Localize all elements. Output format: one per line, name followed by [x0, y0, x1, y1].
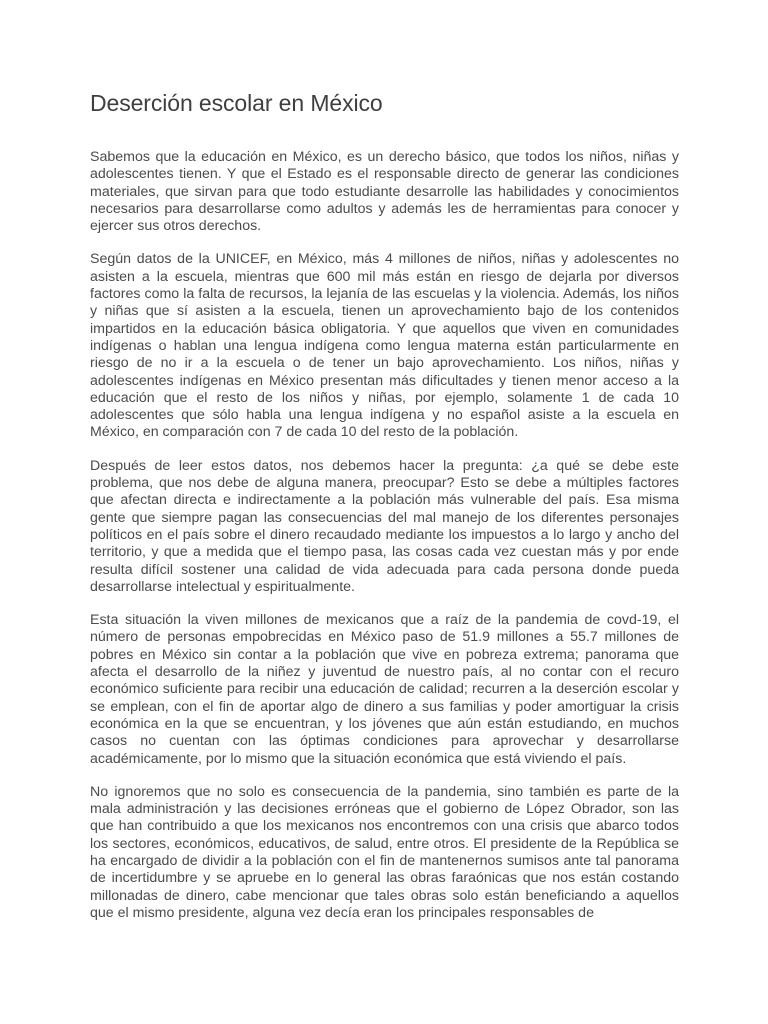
document-page: [90, 88, 679, 938]
paragraph-4: Esta situación la viven millones de mexicanos que a raíz de la pandemia de covd-19, el número de personas empobrecidas en México paso de 51.9 millones a 55.7 millones de pobres en México sin contar a la población que vive en pobreza extrema; panorama que afecta el desarrollo de la niñez y juventud de nuestro país, al no contar con el recuro económico suficiente para recibir una educación de calidad; recurren a la deserción escolar y se emplean, con el fin de aportar algo de dinero a sus familias y poder amortiguar la crisis económica en la que se encuentran, y los jóvenes que aún están estudiando, en muchos casos no cuentan con las óptimas condiciones para aprovechar y desarrollarse académicamente, por lo mismo que la situación económica que está viviendo el país.: [90, 612, 679, 767]
paragraph-2: Según datos de la UNICEF, en México, más 4 millones de niños, niñas y adolescentes no asisten a la escuela, mientras que 600 mil más están en riesgo de dejarla por diversos factores como la falta de recursos, la lejanía de las escuelas y la violencia. Además, los niños y niñas que sí asisten a la escuela, tienen un aprovechamiento bajo de los contenidos impartidos en la educación básica obligatoria. Y que aquellos que viven en comunidades indígenas o hablan una lengua indígena como lengua materna están particularmente en riesgo de no ir a la escuela o de tener un bajo aprovechamiento. Los niños, niñas y adolescentes indígenas en México presentan más dificultades y tienen menor acceso a la educación que el resto de los niños y niñas, por ejemplo, solamente 1 de cada 10 adolescentes que sólo habla una lengua indígena y no español asiste a la escuela en México, en comparación con 7 de cada 10 del resto de la población.: [90, 251, 679, 441]
document-title: Deserción escolar en México: [90, 90, 383, 116]
paragraph-1: Sabemos que la educación en México, es un derecho básico, que todos los niños, niñas y adolescentes tienen. Y que el Estado es el responsable directo de generar las condiciones materiales, que sirvan para que todo estudiante desarrolle las habilidades y conocimientos necesarios para desarrollarse como adultos y además les de herramientas para conocer y ejercer sus otros derechos.: [90, 149, 679, 235]
paragraph-5: No ignoremos que no solo es consecuencia de la pandemia, sino también es parte de la mala administración y las decisiones erróneas que el gobierno de López Obrador, son las que han contribuido a que los mexicanos nos encontremos con una crisis que abarco todos los sectores, económicos, educativos, de salud, entre otros. El presidente de la República se ha encargado de dividir a la población con el fin de mantenernos sumisos ante tal panorama de incertidumbre y se apruebe en lo general las obras faraónicas que nos están costando millonadas de dinero, cabe mencionar que tales obras solo están beneficiando a aquellos que el mismo presidente, alguna vez decía eran los principales responsables de: [90, 783, 679, 921]
paragraph-3: Después de leer estos datos, nos debemos hacer la pregunta: ¿a qué se debe este problema, que nos debe de alguna manera, preocupar? Esto se debe a múltiples factores que afectan directa e indirectamente a la población más vulnerable del país. Esa misma gente que siempre pagan las consecuencias del mal manejo de los diferentes personajes políticos en el país sobre el dinero recaudado mediante los impuestos a lo largo y ancho del territorio, y que a medida que el tiempo pasa, las cosas cada vez cuestan más y por ende resulta difícil sostener una calidad de vida adecuada para cada persona donde pueda desarrollarse intelectual y espiritualmente.: [90, 457, 679, 595]
